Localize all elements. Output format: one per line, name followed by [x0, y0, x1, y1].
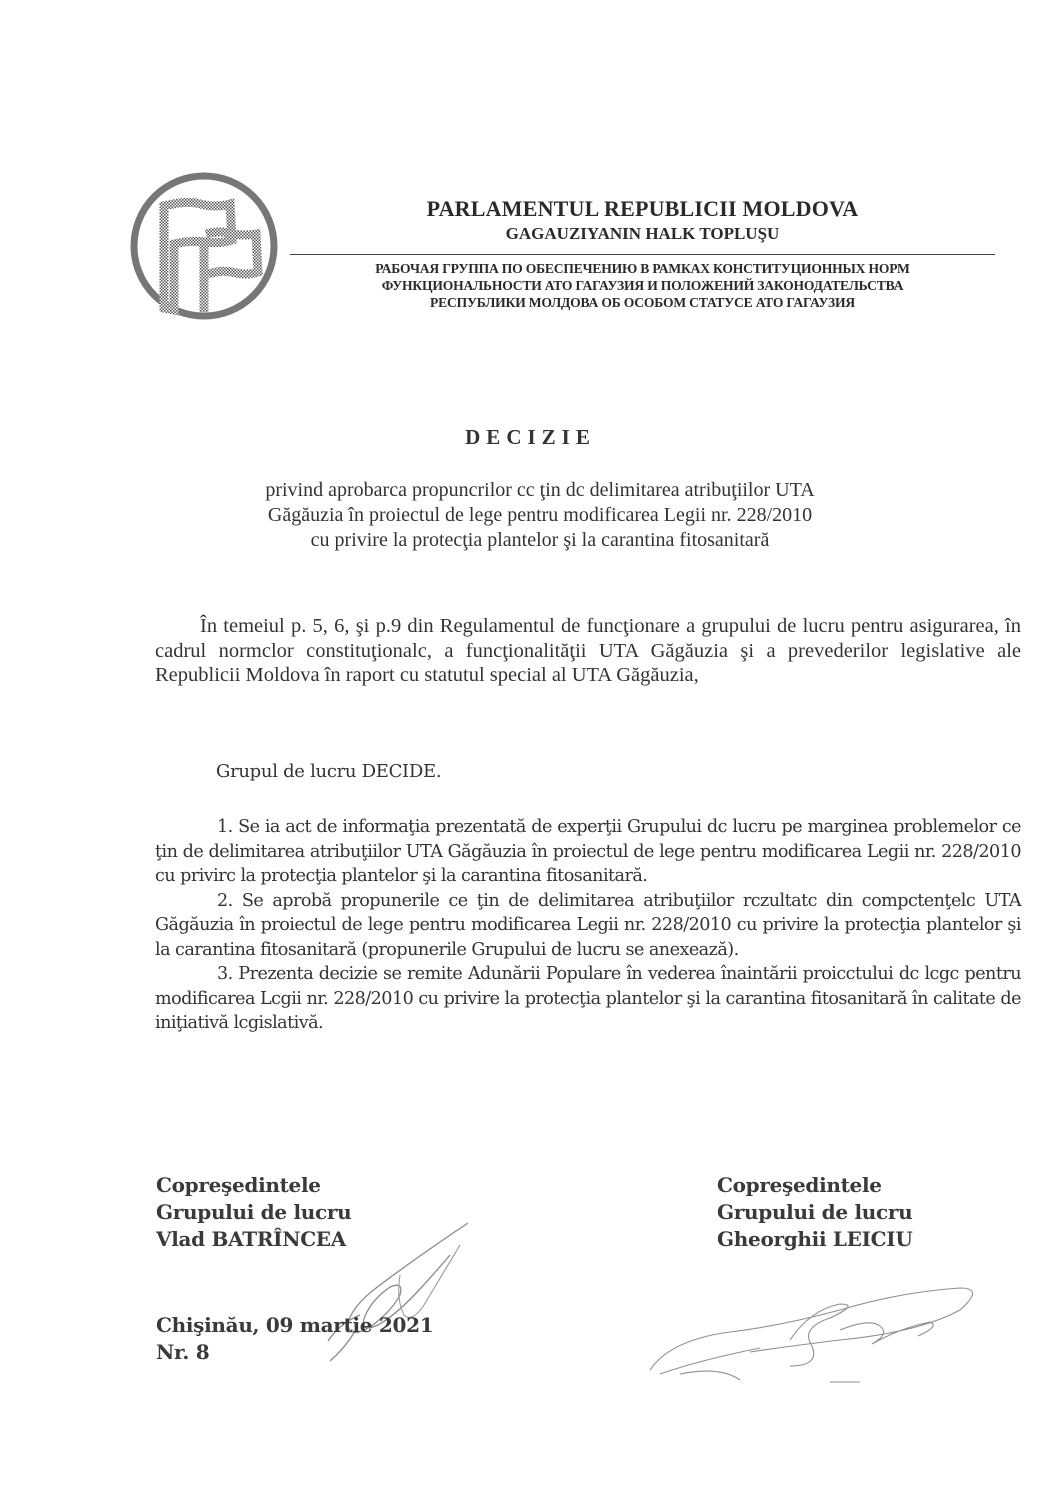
signatory-role: Grupului de lucru — [156, 1200, 352, 1224]
document-subject — [180, 478, 900, 553]
signatory-role: Grupului de lucru — [717, 1200, 913, 1224]
header-title: PARLAMENTUL REPUBLICII MOLDOVA — [426, 196, 859, 221]
decision-item: 3. Prezenta decizie se remite Adunării Populare în vederea înaintării proicctului dc lcgc pentru modificarea Lcgii nr. 228/2010 cu privire la protecţia plantelor şi la carantina fitosanitară în calitate de iniţiativă lcgislativă. — [155, 964, 1021, 1033]
signatory-name: Gheorghii LEICIU — [717, 1227, 913, 1251]
header-russian-block — [290, 260, 995, 311]
signatory-right — [717, 1172, 912, 1253]
subject-line: cu privire la protecţia plantelor şi la carantina fitosanitară — [310, 529, 770, 551]
handwritten-signature-right-icon — [640, 1270, 980, 1390]
header-divider — [290, 254, 995, 255]
decision-number: Nr. 8 — [156, 1340, 210, 1364]
header-russian-line: РАБОЧАЯ ГРУППА ПО ОБЕСПЕЧЕНИЮ В РАМКАХ КОНСТИТУЦИОННЫХ НОРМ — [375, 261, 910, 276]
subject-line: privind aprobarca propuncrilor cc ţin dc delimitarea atribuţiilor UTA — [265, 479, 815, 501]
decision-items — [155, 815, 1021, 1036]
document-title: DECIZIE — [465, 425, 596, 449]
signatory-role: Copreşedintele — [717, 1173, 882, 1197]
preamble-paragraph: În temeiul p. 5, 6, şi p.9 din Regulamentul de funcţionare a grupului de lucru pentru asigurarea, în cadrul normclor constituţionalc, a funcţionalităţii UTA Găgăuzia şi a prevederilor legislative ale Republicii Moldova în raport cu statutul special al UTA Găgăuzia, — [155, 615, 1021, 686]
header-russian-line: РЕСПУБЛИКИ МОЛДОВА ОБ ОСОБОМ СТАТУСЕ АТО ГАГАУЗИЯ — [430, 295, 855, 310]
signatory-role: Copreşedintele — [156, 1173, 321, 1197]
header-russian-line: ФУНКЦИОНАЛЬНОСТИ АТО ГАГАУЗИЯ И ПОЛОЖЕНИЙ ЗАКОНОДАТЕЛЬСТВА — [381, 278, 904, 293]
decision-item: 2. Se aprobă propunerile ce ţin de delimitarea atribuţiilor rczultatc din compctenţelc UTA Găgăuzia în proiectul de lege pentru modificarea Legii nr. 228/2010 cu privire la protecţia plantelor şi la carantina fitosanitară (propunerile Grupului de lucru se anexează). — [155, 890, 1021, 960]
decides-statement: Grupul de lucru DECIDE. — [216, 761, 442, 782]
place-date: Chişinău, 09 martie 2021 — [156, 1313, 434, 1337]
signatory-name: Vlad BATRÎNCEA — [156, 1227, 346, 1251]
decision-item: 1. Se ia act de informaţia prezentată de experţii Grupului dc lucru pe marginea problemelor ce ţin de delimitarea atribuţiilor UTA Găgăuzia în proiectul de lege pentru modificarea Legii nr. 228/2010 cu privirc la protecţia plantelor şi la carantina fitosanitară. — [155, 817, 1021, 886]
header-subtitle: GAGAUZIYANIN HALK TOPLUŞU — [505, 224, 780, 243]
parliament-emblem-icon — [128, 172, 280, 320]
subject-line: Găgăuzia în proiectul de lege pentru modificarea Legii nr. 228/2010 — [267, 504, 813, 526]
place-date-block — [156, 1312, 433, 1366]
